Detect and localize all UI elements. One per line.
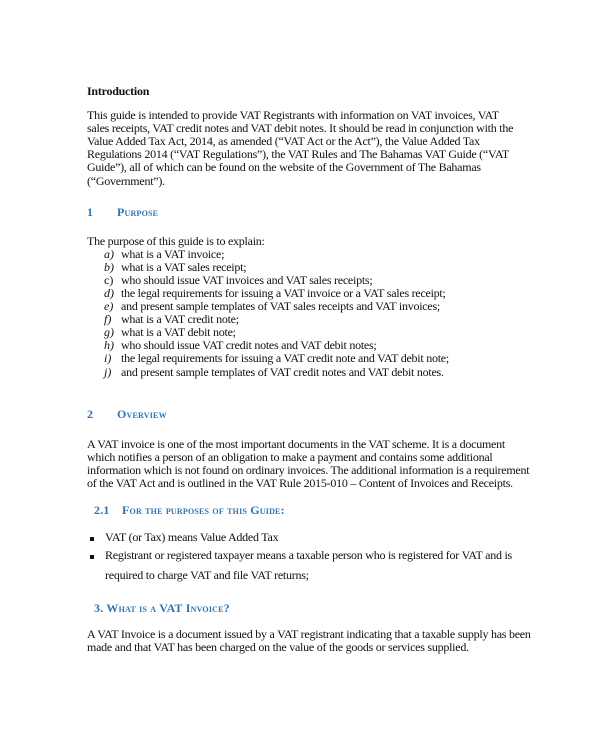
list-text: what is a VAT sales receipt; bbox=[121, 260, 247, 274]
intro-heading: Introduction bbox=[87, 84, 150, 98]
section-heading-purpose bbox=[87, 206, 158, 219]
bullet-text-continued: required to charge VAT and file VAT returns; bbox=[105, 568, 309, 582]
list-text: who should issue VAT credit notes and VAT debit notes; bbox=[121, 338, 377, 352]
list-marker: h) bbox=[104, 338, 114, 352]
overview-line: information which is not found on ordinary invoices. The additional information is a requirement bbox=[87, 463, 530, 477]
list-item bbox=[0, 248, 600, 261]
list-item bbox=[0, 313, 600, 326]
list-marker: j) bbox=[104, 365, 112, 379]
bullet-icon bbox=[90, 555, 94, 559]
section-number: 1 bbox=[87, 205, 94, 219]
overview-line: of the VAT Act and is outlined in the VAT Rule 2015-010 – Content of Invoices and Receipts. bbox=[87, 476, 513, 490]
section-heading-overview bbox=[87, 408, 167, 421]
list-marker: f) bbox=[104, 312, 112, 326]
bullet-text: VAT (or Tax) means Value Added Tax bbox=[105, 530, 279, 544]
list-text: what is a VAT debit note; bbox=[121, 325, 236, 339]
invoice-line: A VAT Invoice is a document issued by a VAT registrant indicating that a taxable supply has been bbox=[87, 627, 531, 641]
section-number: 2 bbox=[87, 407, 94, 421]
intro-line: Regulations 2014 (“VAT Regulations”), the VAT Rules and The Bahamas VAT Guide (“VAT bbox=[87, 147, 510, 161]
intro-line: This guide is intended to provide VAT Registrants with information on VAT invoices, VAT bbox=[87, 108, 499, 122]
list-text: the legal requirements for issuing a VAT invoice or a VAT sales receipt; bbox=[121, 286, 446, 300]
purpose-lead: The purpose of this guide is to explain: bbox=[87, 234, 265, 248]
list-item bbox=[0, 300, 600, 313]
list-text: and present sample templates of VAT sales receipts and VAT invoices; bbox=[121, 299, 440, 313]
list-marker: e) bbox=[104, 299, 114, 313]
section-title: Purpose bbox=[117, 205, 159, 219]
list-item bbox=[0, 366, 600, 379]
list-marker: a) bbox=[104, 247, 114, 261]
list-text: who should issue VAT invoices and VAT sales receipts; bbox=[121, 273, 373, 287]
intro-line: sales receipts, VAT credit notes and VAT debit notes. It should be read in conjunction with the bbox=[87, 121, 514, 135]
intro-line: Value Added Tax Act, 2014, as amended (“VAT Act or the Act”), the Value Added Tax bbox=[87, 134, 480, 148]
subsection-heading bbox=[94, 504, 285, 517]
list-text: what is a VAT invoice; bbox=[121, 247, 225, 261]
list-marker: i) bbox=[104, 351, 112, 365]
list-text: what is a VAT credit note; bbox=[121, 312, 239, 326]
list-marker: d) bbox=[104, 286, 114, 300]
list-marker: c) bbox=[104, 273, 114, 287]
list-item bbox=[0, 352, 600, 365]
subsection-title: For the purposes of this Guide: bbox=[122, 503, 285, 517]
bullet-icon bbox=[90, 537, 94, 541]
list-text: and present sample templates of VAT credit notes and VAT debit notes. bbox=[121, 365, 444, 379]
invoice-line: made and that VAT has been charged on the value of the goods or services supplied. bbox=[87, 640, 469, 654]
list-marker: g) bbox=[104, 325, 114, 339]
section-heading-invoice: 3. What is a VAT Invoice? bbox=[94, 601, 230, 615]
intro-line: Guide”), all of which can be found on the website of the Government of The Bahamas bbox=[87, 160, 481, 174]
intro-line: (“Government”). bbox=[87, 174, 165, 188]
list-marker: b) bbox=[104, 260, 114, 274]
section-title: Overview bbox=[117, 407, 167, 421]
overview-line: A VAT invoice is one of the most important documents in the VAT scheme. It is a document bbox=[87, 437, 505, 451]
list-text: the legal requirements for issuing a VAT credit note and VAT debit note; bbox=[121, 351, 449, 365]
subsection-number: 2.1 bbox=[94, 503, 110, 517]
overview-line: which notifies a person of an obligation to make a payment and contains some additional bbox=[87, 450, 493, 464]
bullet-text: Registrant or registered taxpayer means a taxable person who is registered for VAT and is bbox=[105, 548, 512, 562]
